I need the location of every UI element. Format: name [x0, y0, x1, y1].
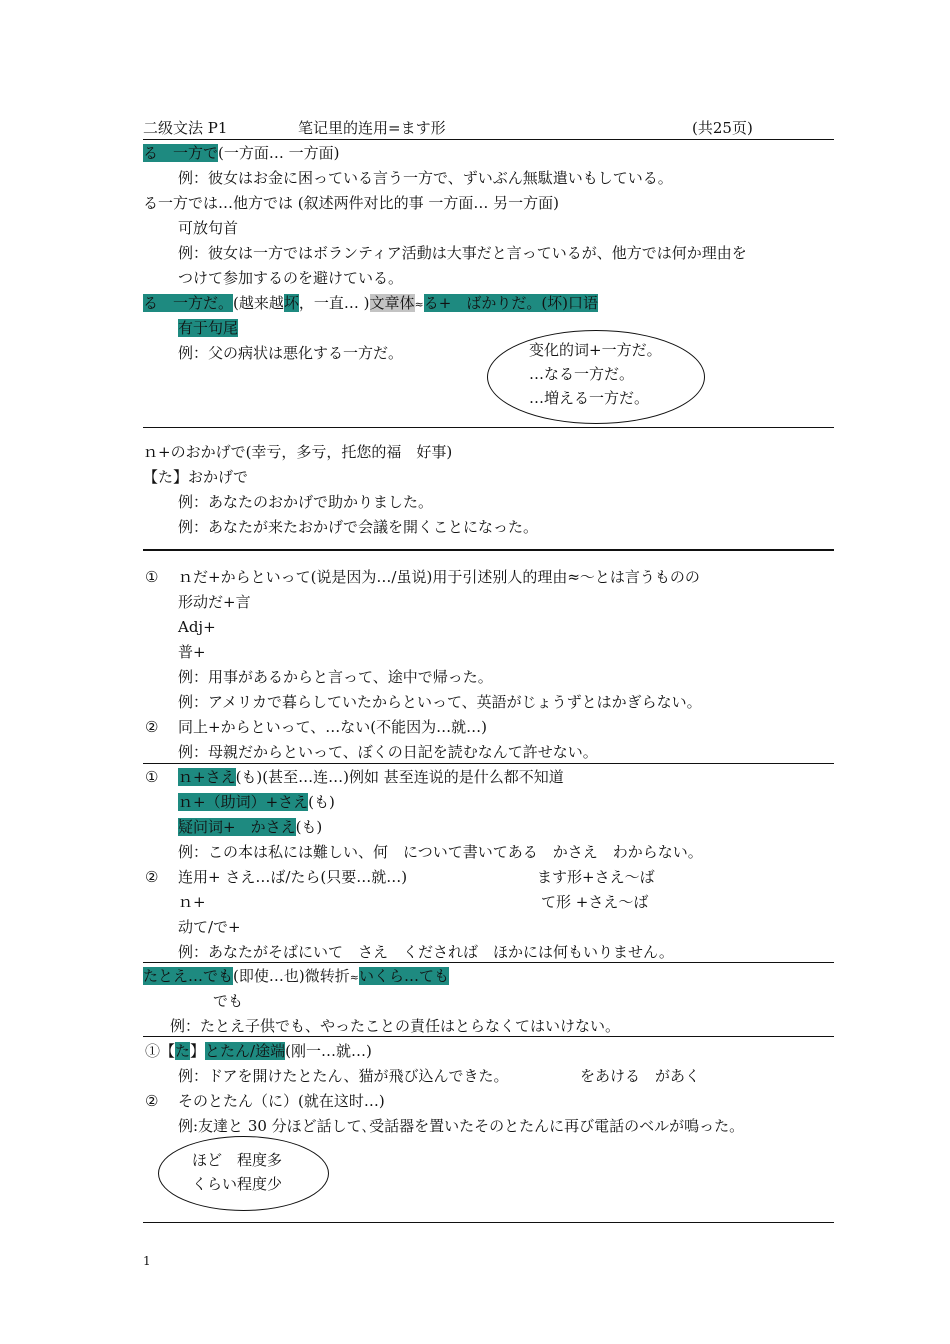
header-right-a: (共: [692, 119, 713, 137]
s4-meaning2: (只要…就…): [320, 868, 408, 886]
s3-example2: 例：アメリカで暮らしていたからといって、英語がじょうずとはかぎらない。: [178, 693, 702, 711]
s2-example2: 例：あなたが来たおかげで会議を開くことになった。: [178, 518, 539, 536]
s1-pattern-ippoude: る 一方で: [143, 144, 219, 162]
rule-2: [143, 549, 834, 551]
s1-pattern-bakarida: る+ ばかりだ。(坏): [423, 294, 569, 312]
s5-note: 微转折: [304, 967, 350, 985]
s4-verb-te: 动て/で+: [178, 918, 241, 936]
s4-line3: [178, 816, 322, 838]
s4-example2: 例：あなたがそばにいて さえ くだされば ほかには何もいりません。: [178, 943, 674, 961]
s2-example1: 例：あなたのおかげで助かりました。: [178, 493, 434, 511]
rule-4: [143, 962, 834, 963]
s6-ta: た: [175, 1042, 191, 1060]
s6-oval-line1: ほど 程度多: [192, 1151, 283, 1169]
s4-example1: 例：この本は私には難しい、何 について書いてある かさえ わからない。: [178, 843, 703, 861]
s3-marker2: ②: [145, 718, 159, 736]
s4-mo3: (も): [295, 818, 323, 836]
s6-meaning: (刚一…就…): [285, 1042, 372, 1060]
s1-written-style-tag: 文章体: [369, 294, 415, 312]
rule-6: [143, 1222, 834, 1223]
s4-line1: [178, 766, 564, 788]
s2-meaning: (幸亏，多亏，托您的福 好事): [245, 443, 453, 461]
s6-oval-line2: くらい程度少: [192, 1175, 283, 1193]
s3-pattern-karatoitte: ｎだ+からといって: [178, 568, 311, 586]
rule-5: [143, 1036, 834, 1037]
s3-na-adj: 形动だ+: [178, 593, 236, 611]
s1-line8: [178, 317, 238, 339]
s4-pattern-saeba: 连用+ さえ…ば: [178, 868, 286, 886]
s3-line1: [178, 566, 700, 588]
s1-example1: 例：彼女はお金に困っている言う一方で、ずいぶん無駄遣いもしている。: [178, 169, 673, 187]
s6-pattern-totan: とたん/途端: [205, 1042, 286, 1060]
s5-example: 例：たとえ子供でも、やったことの責任はとらなくてはいけない。: [170, 1017, 621, 1035]
s5-pattern-tatoe: たとえ…でも: [143, 967, 234, 985]
s1-line3: [143, 192, 559, 214]
s6-bracket: 】: [190, 1042, 206, 1060]
s1-spoken-style-tag: 口语: [568, 294, 599, 312]
s4-marker1: ①: [145, 768, 159, 786]
s3-iu: 言: [235, 593, 251, 611]
header-rule: [143, 139, 834, 140]
s6-marker2: ②: [145, 1092, 159, 1110]
s6-line3: そのとたん（に）(就在这时…): [178, 1092, 385, 1110]
s1-note: 可放句首: [178, 219, 239, 237]
s3-meaning: (说是因为…/虽说)用于引述别人的理由: [310, 568, 568, 586]
header-right-row: [692, 117, 753, 139]
page-number: 1: [143, 1254, 151, 1268]
s3-plain: 普+: [178, 643, 206, 661]
s4-pattern-joshi-sae: ｎ+（助词）+さえ: [178, 793, 309, 811]
s4-slash: /: [285, 868, 291, 886]
s3-meaning2: (不能因为…就…): [370, 718, 487, 736]
s1-pattern-ippouda: る 一方だ。: [143, 294, 234, 312]
s6-marker1: ①【: [145, 1042, 176, 1060]
s5-demo: でも: [213, 992, 244, 1010]
s5-meaning: (即使…也): [233, 967, 305, 985]
s5-pattern-ikura: いくら…ても: [358, 967, 449, 985]
s3-line2: [178, 591, 251, 613]
header-page-count: 25: [712, 119, 732, 137]
s3-adj: Adj+: [178, 618, 216, 636]
s2-line1: [143, 441, 452, 463]
s4-noun: ｎ+: [178, 893, 206, 911]
s1-l7-text2: ，一直… ): [298, 294, 370, 312]
s1-oval-line1: 变化的词+一方だ。: [529, 341, 662, 359]
s5-approx-sign: ≈: [349, 971, 359, 984]
s1-note-oval: [487, 330, 705, 424]
rule-1: [143, 427, 834, 428]
header-left: 二级文法 P1: [143, 119, 228, 137]
s6-example2: 例:友達と 30 分ほど話して､受話器を置いたそのとたんに再び電話のベルが鳴った。: [178, 1117, 745, 1135]
s1-line1: [143, 142, 340, 164]
s4-pattern-sae: ｎ+さえ: [178, 768, 236, 786]
s1-meaning: (一方面… 一方面): [218, 144, 340, 162]
s2-pattern-okagede: ｎ+のおかげで: [143, 443, 246, 461]
s4-mo2: (も): [308, 793, 335, 811]
s6-line1: [145, 1040, 372, 1062]
s4-line5: [178, 866, 407, 888]
s1-l7-text1: (越来越: [233, 294, 284, 312]
header: [143, 117, 227, 139]
s1-example2-cont: つけて参加するのを避けている。: [178, 269, 404, 287]
s3-similar: ≈〜とは言うものの: [567, 568, 700, 586]
s1-l7-hl-bad: 坏: [283, 294, 299, 312]
s3-example3: 例：母親だからといって、ぼくの日記を読むなんて許せない。: [178, 743, 598, 761]
s1-oval-line3: …増える一方だ。: [529, 389, 650, 407]
s4-line5-right: ます形+さえ〜ば: [537, 868, 655, 886]
s6-note: をあける があく: [580, 1067, 701, 1085]
s6-note-oval: [158, 1136, 329, 1211]
header-middle: 笔记里的连用=ます形: [298, 119, 446, 137]
header-middle-row: [298, 117, 446, 139]
s4-meaning: (甚至…连…): [262, 768, 350, 786]
header-right-b: 页): [731, 119, 753, 137]
s1-example3: 例：父の病状は悪化する一方だ。: [178, 344, 404, 362]
s1-ippou-tahou: 一方では…他方では (叙述两件对比的事 一方面… 另一方面): [158, 194, 560, 212]
s1-line7: [143, 292, 598, 314]
rule-3: [143, 763, 834, 764]
s4-example-note: 例如 甚至连说的是什么都不知道: [349, 768, 564, 786]
s4-tara: たら: [290, 868, 321, 886]
s1-sentence-end-note: 有于句尾: [178, 319, 239, 337]
s4-pattern-kasae: 疑问词+ かさえ: [178, 818, 296, 836]
s3-pattern-nai: 同上+からといって、…ない: [178, 718, 371, 736]
s6-example1: 例：ドアを開けたとたん、猫が飛び込んできた。: [178, 1067, 509, 1085]
s3-example1: 例：用事があるからと言って、途中で帰った。: [178, 668, 493, 686]
s1-ru: る: [143, 194, 159, 212]
s4-line2: [178, 791, 335, 813]
s1-example2: 例：彼女は一方ではボランティア活動は大事だと言っているが、他方では何か理由を: [178, 244, 747, 262]
s1-approx-sign: ≈: [414, 298, 424, 311]
s4-te-form: て形 +さえ〜ば: [541, 893, 649, 911]
s4-mo1: (も): [235, 768, 263, 786]
s3-line7: [178, 716, 487, 738]
s4-marker2: ②: [145, 868, 159, 886]
s2-line2: 【た】おかげで: [143, 468, 249, 486]
s5-line1: [143, 965, 449, 987]
s1-oval-line2: …なる一方だ。: [529, 365, 635, 383]
s3-marker1: ①: [145, 568, 159, 586]
